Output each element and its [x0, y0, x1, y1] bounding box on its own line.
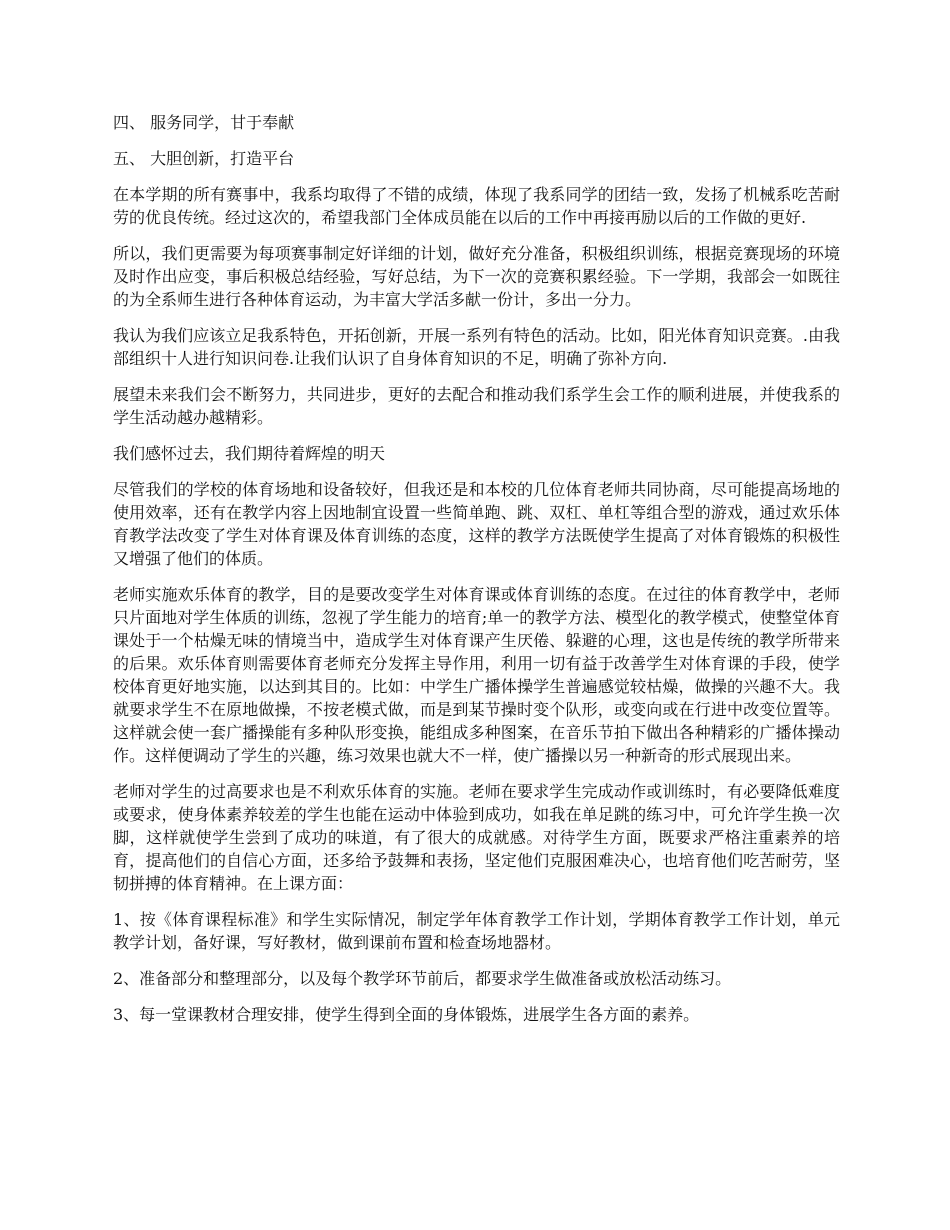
- section-heading-four: 四、 服务同学，甘于奉献: [113, 113, 295, 132]
- paragraph-requirements: 老师对学生的过高要求也是不利欢乐体育的实施。老师在要求学生完成动作或训练时，有必要降低难度或要求，使身体素养较差的学生也能在运动中体验到成功，如我在单足跳的练习中，可允许学生换一次脚，这样就使学生尝到了成功的味道，有了很大的成就感。对待学生方面，既要求严格注重素养的培育，提高他们的自信心方面，还多给予鼓舞和表扬，坚定他们克服困难决心，也培育他们吃苦耐劳，坚韧拼搏的体育精神。在上课方面：: [113, 782, 840, 893]
- list-item-3: 3、每一堂课教材合理安排，使学生得到全面的身体锻炼，进展学生各方面的素养。: [113, 1005, 700, 1024]
- paragraph-outlook: 展望未来我们会不断努力，共同进步，更好的去配合和推动我们系学生会工作的顺利进展，并使我系的学生活动越办越精彩。: [113, 385, 840, 427]
- paragraph-facilities: 尽管我们的学校的体育场地和设备较好，但我还是和本校的几位体育老师共同协商，尽可能提高场地的使用效率，还有在教学内容上因地制宜设置一些简单跑、跳、双杠、单杠等组合型的游戏，通过欢乐体育教学法改变了学生对体育课及体育训练的态度，这样的教学方法既使学生提高了对体育锻炼的积极性又增强了他们的体质。: [113, 480, 840, 568]
- document-body: [113, 111, 840, 1039]
- paragraph-innovation: 我认为我们应该立足我系特色，开拓创新，开展一系列有特色的活动。比如，阳光体育知识竞赛。.由我部组织十人进行知识问卷.让我们认识了自身体育知识的不足，明确了弥补方向.: [113, 326, 840, 368]
- paragraph-closing-line: 我们感怀过去，我们期待着辉煌的明天: [113, 444, 386, 463]
- paragraph-happy-pe: 老师实施欢乐体育的教学，目的是要改变学生对体育课或体育训练的态度。在过往的体育教学中，老师只片面地对学生体质的训练，忽视了学生能力的培育;单一的教学方法、模型化的教学模式，使整堂体育课处于一个枯燥无味的情境当中，造成学生对体育课产生厌倦、躲避的心理，这也是传统的教学所带来的后果。欢乐体育则需要体育老师充分发挥主导作用，利用一切有益于改善学生对体育课的手段，使学校体育更好地实施，以达到其目的。比如：中学生广播体操学生普遍感觉较枯燥，做操的兴趣不大。我就要求学生不在原地做操，不按老模式做，而是到某节操时变个队形，或变向或在行进中改变位置等。这样就会使一套广播操能有多种队形变换，能组成多种图案，在音乐节拍下做出各种精彩的广播体操动作。这样便调动了学生的兴趣，练习效果也就大不一样，使广播操以另一种新奇的形式展现出来。: [113, 585, 840, 765]
- section-heading-five: 五、 大胆创新，打造平台: [113, 149, 295, 168]
- paragraph-achievements: 在本学期的所有赛事中，我系均取得了不错的成绩，体现了我系同学的团结一致，发扬了机械系吃苦耐劳的优良传统。经过这次的，希望我部门全体成员能在以后的工作中再接再励以后的工作做的更好.: [113, 185, 840, 227]
- list-item-2: 2、准备部分和整理部分，以及每个教学环节前后，都要求学生做准备或放松活动练习。: [113, 969, 732, 988]
- paragraph-planning: 所以，我们更需要为每项赛事制定好详细的计划，做好充分准备，积极组织训练，根据竞赛现场的环境及时作出应变，事后积极总结经验，写好总结，为下一次的竞赛积累经验。下一学期，我部会一如既往的为全系师生进行各种体育运动，为丰富大学活多献一份计，多出一分力。: [113, 244, 840, 309]
- list-item-1: 1、按《体育课程标准》和学生实际情况，制定学年体育教学工作计划，学期体育教学工作计划，单元教学计划，备好课，写好教材，做到课前布置和检查场地器材。: [113, 910, 840, 952]
